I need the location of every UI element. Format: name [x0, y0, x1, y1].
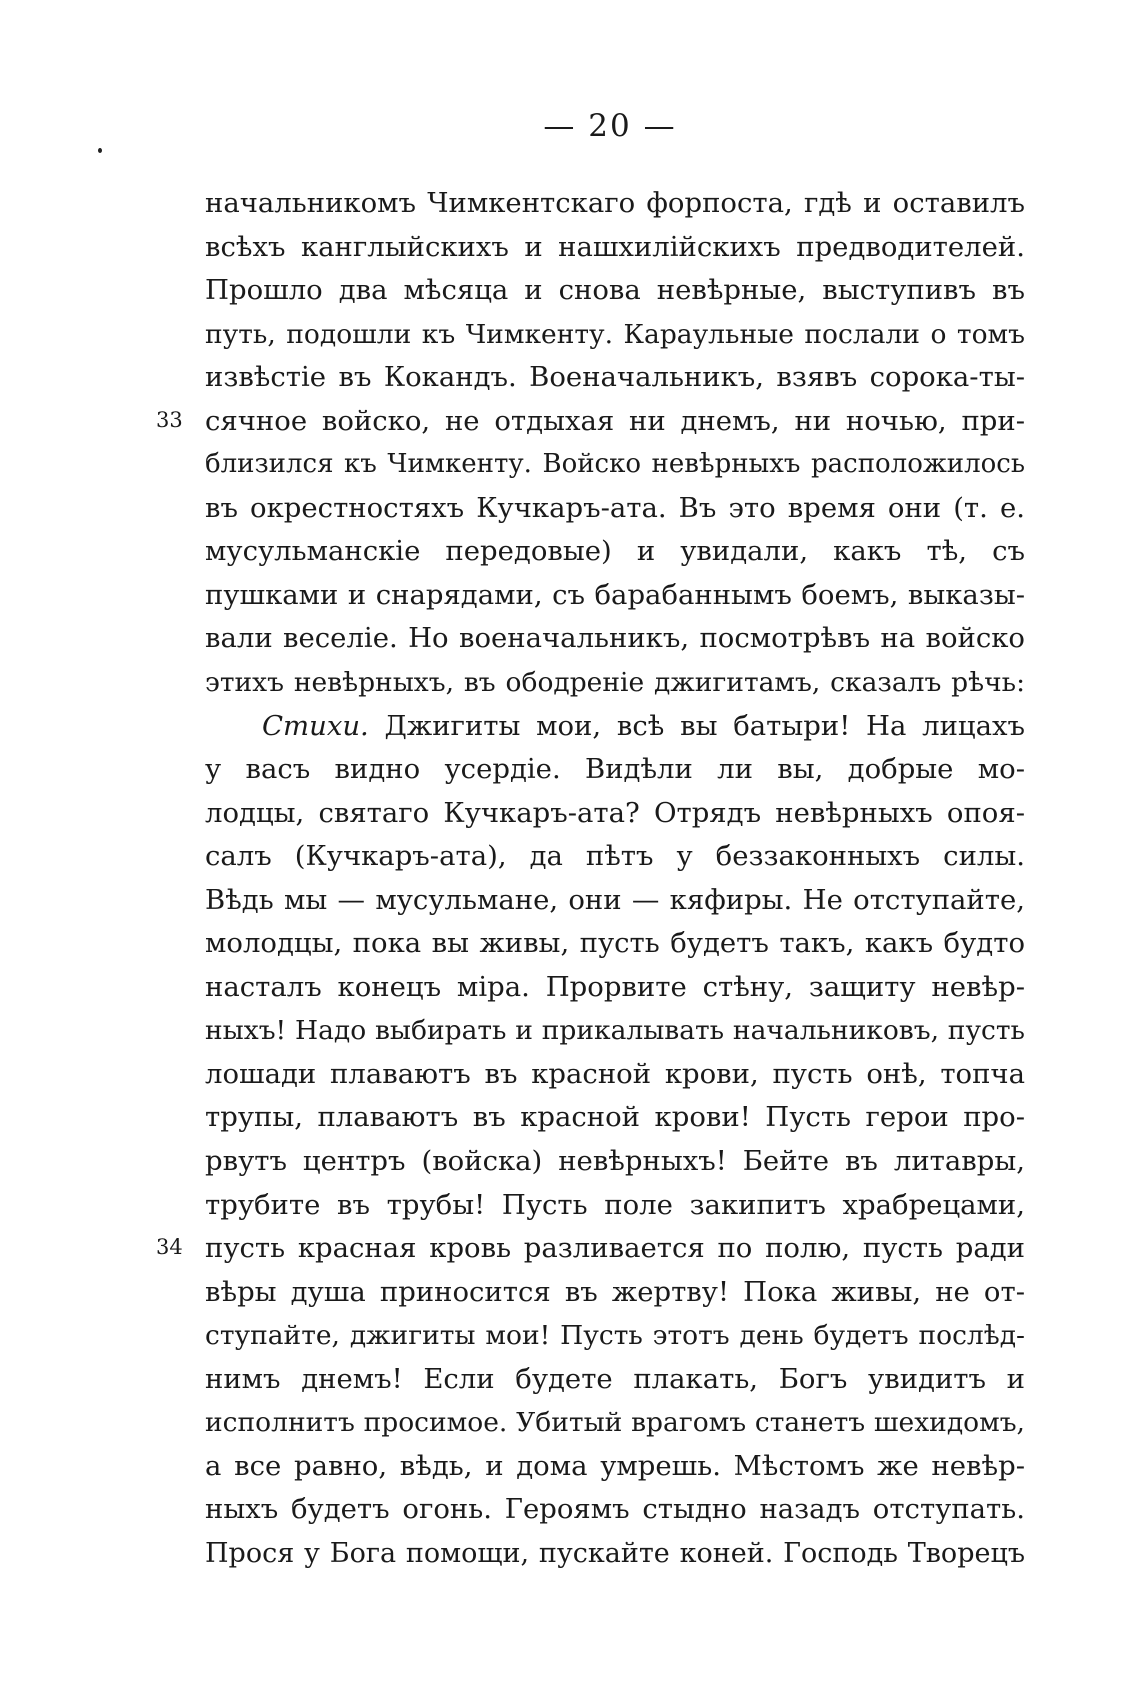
- text-line-27: ступайте, джигиты мои! Пусть этотъ день будетъ послѣд-: [205, 1320, 1025, 1352]
- text-line-29: исполнитъ просимое. Убитый врагомъ станетъ шехидомъ,: [205, 1407, 1025, 1439]
- text-line-6: сячное войско, не отдыхая ни днемъ, ни ночью, при-: [205, 404, 1025, 437]
- margin-number-34: 34: [156, 1235, 183, 1259]
- print-speck: [98, 148, 102, 153]
- text-line-3: Прошло два мѣсяца и снова невѣрные, выступивъ въ: [205, 274, 1025, 307]
- text-line-26: вѣры душа приносится въ жертву! Пока живы, не от-: [205, 1275, 1025, 1308]
- text-line-11: вали веселіе. Но военачальникъ, посмотрѣвъ на войско: [205, 622, 1025, 655]
- text-line-28: нимъ днемъ! Если будете плакать, Богъ увидитъ и: [205, 1362, 1025, 1395]
- text-line-8: въ окрестностяхъ Кучкаръ-ата. Въ это время они (т. е.: [205, 491, 1025, 524]
- text-line-17: Вѣдь мы — мусульмане, они — кяфиры. Не отступайте,: [205, 883, 1025, 916]
- text-line-30: а все равно, вѣдь, и дома умрешь. Мѣстомъ же невѣр-: [205, 1449, 1025, 1482]
- text-line-21: лошади плаваютъ въ красной крови, пусть онѣ, топча: [205, 1057, 1025, 1090]
- text-line-4: путь, подошли къ Чимкенту. Караульные послали о томъ: [205, 318, 1025, 350]
- text-line-15: лодцы, святаго Кучкаръ-ата? Отрядъ невѣрныхъ опоя-: [205, 796, 1025, 829]
- text-line-14: у васъ видно усердіе. Видѣли ли вы, добрые мо-: [205, 753, 1025, 786]
- text-line-23: рвутъ центръ (войска) невѣрныхъ! Бейте въ литавры,: [205, 1145, 1025, 1178]
- text-line-10: пушками и снарядами, съ барабаннымъ боемъ, выказы-: [205, 578, 1025, 611]
- text-line-13-body: Джигиты мои, всѣ вы батыри! На лицахъ: [384, 709, 1025, 742]
- text-line-2: всѣхъ канглыйскихъ и нашхилійскихъ предводителей.: [205, 230, 1025, 263]
- verse-label: Стихи.: [262, 709, 369, 742]
- page-text: [205, 182, 1025, 1576]
- text-line-12: этихъ невѣрныхъ, въ ободреніе джигитамъ, сказалъ рѣчь:: [205, 667, 1025, 699]
- text-line-25: пусть красная кровь разливается по полю, пусть ради: [205, 1232, 1025, 1265]
- text-line-16: салъ (Кучкаръ-ата), да пѣтъ у беззаконныхъ силы.: [205, 840, 1025, 873]
- text-line-22: трупы, плаваютъ въ красной крови! Пусть герои про-: [205, 1101, 1025, 1134]
- text-line-13: [205, 705, 1025, 749]
- text-line-24: трубите въ трубы! Пусть поле закипитъ храбрецами,: [205, 1188, 1025, 1221]
- text-line-9: мусульманскіе передовые) и увидали, какъ тѣ, съ: [205, 535, 1025, 568]
- text-line-18: молодцы, пока вы живы, пусть будетъ такъ, какъ будто: [205, 927, 1025, 960]
- text-line-19: насталъ конецъ міра. Прорвите стѣну, защиту невѣр-: [205, 970, 1025, 1003]
- text-line-1: начальникомъ Чимкентскаго форпоста, гдѣ и оставилъ: [205, 187, 1025, 219]
- text-line-31: ныхъ будетъ огонь. Героямъ стыдно назадъ отступать.: [205, 1493, 1025, 1526]
- text-line-32: Прося у Бога помощи, пускайте коней. Господь Творецъ: [205, 1537, 1025, 1569]
- margin-number-33: 33: [156, 408, 183, 432]
- page-number: — 20 —: [543, 108, 677, 144]
- text-line-5: извѣстіе въ Кокандъ. Военачальникъ, взявъ сорока-ты-: [205, 361, 1025, 394]
- text-line-7: близился къ Чимкенту. Войско невѣрныхъ расположилось: [205, 449, 1025, 480]
- text-line-20: ныхъ! Надо выбирать и прикалывать начальниковъ, пусть: [205, 1015, 1025, 1047]
